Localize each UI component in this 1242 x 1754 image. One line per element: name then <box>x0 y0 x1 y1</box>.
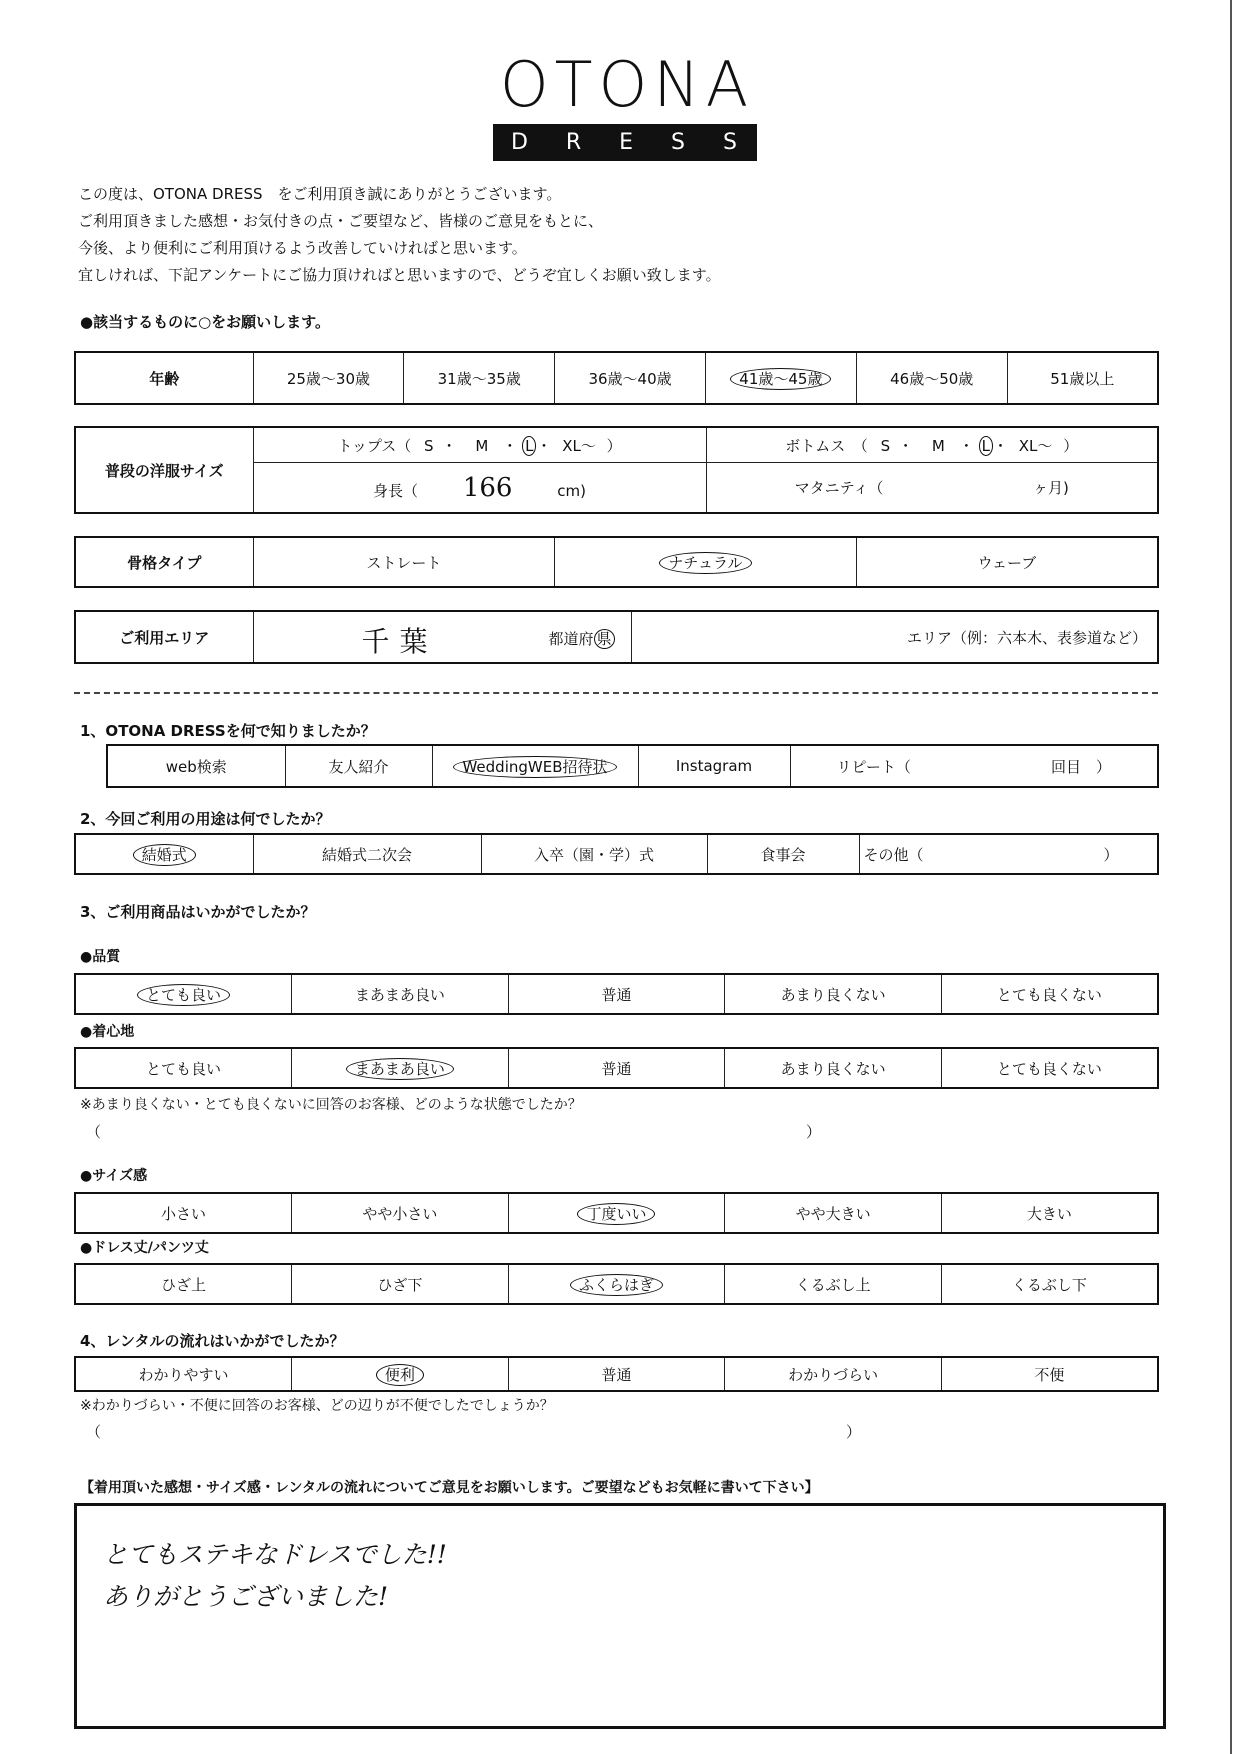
intro-line: この度は、OTONA DRESS をご利用頂き誠にありがとうございます。 <box>78 185 562 203</box>
area-hint-cell[interactable]: エリア（例：六本木、表参道など） <box>631 611 1158 663</box>
age-option[interactable]: 31歳～35歳 <box>404 352 555 404</box>
logo-letter: S <box>722 130 739 155</box>
fit-option[interactable]: やや小さい <box>292 1193 509 1233</box>
tops-selected-size[interactable]: L <box>522 436 536 456</box>
intro-line: 今後、より便利にご利用頂けるよう改善していければと思います。 <box>78 239 527 257</box>
size-label: 普段の洋服サイズ <box>75 427 253 513</box>
fit-table <box>74 1192 1159 1234</box>
logo-letter: D <box>510 130 530 155</box>
q2-other-cell[interactable]: その他（ ） <box>859 834 1158 874</box>
maternity-cell[interactable]: マタニティ（ ヶ月) <box>706 463 1158 513</box>
height-value: 166 <box>462 472 513 503</box>
age-option-selected[interactable]: 41歳～45歳 <box>705 352 856 404</box>
quality-option-selected[interactable]: とても良い <box>75 974 292 1014</box>
fit-option[interactable]: やや大きい <box>725 1193 942 1233</box>
logo-letter: R <box>565 130 584 155</box>
length-table <box>74 1263 1159 1305</box>
bottoms-selected-size[interactable]: L <box>979 436 993 456</box>
q4-option[interactable]: 普通 <box>508 1357 725 1391</box>
prefecture-value: 千葉 <box>361 625 438 658</box>
comfort-option[interactable]: とても良くない <box>941 1048 1158 1088</box>
q4-table <box>74 1356 1159 1392</box>
q2-table <box>74 833 1159 875</box>
q1-option[interactable]: Instagram <box>638 745 790 787</box>
q1-option[interactable]: web検索 <box>107 745 285 787</box>
instruction-text: ●該当するものに○をお願いします。 <box>80 313 330 331</box>
comments-text <box>103 1534 447 1618</box>
q1-repeat-cell[interactable]: リピート（ 回目 ） <box>790 745 1158 787</box>
q1-title: 1、OTONA DRESSを何で知りましたか？ <box>80 722 376 740</box>
comment-line: ありがとうございました! <box>103 1582 389 1611</box>
q1-table <box>106 744 1159 788</box>
intro-line: ご利用頂きました感想・お気付きの点・ご要望など、皆様のご意見をもとに、 <box>78 212 604 230</box>
fit-option-selected[interactable]: 丁度いい <box>508 1193 725 1233</box>
age-option[interactable]: 51歳以上 <box>1007 352 1158 404</box>
section-divider <box>74 692 1158 694</box>
frame-option[interactable]: ウェーブ <box>856 537 1158 587</box>
fit-option[interactable]: 小さい <box>75 1193 292 1233</box>
comfort-option[interactable]: とても良い <box>75 1048 292 1088</box>
age-option[interactable]: 36歳～40歳 <box>555 352 706 404</box>
comfort-option[interactable]: あまり良くない <box>725 1048 942 1088</box>
q4-option[interactable]: わかりやすい <box>75 1357 292 1391</box>
length-option-selected[interactable]: ふくらはぎ <box>508 1264 725 1304</box>
q4-paren-open: （ <box>86 1423 102 1441</box>
length-label: ●ドレス丈/パンツ丈 <box>80 1240 209 1256</box>
size-table <box>74 426 1159 514</box>
area-label: ご利用エリア <box>75 611 253 663</box>
q3-title: 3、ご利用商品はいかがでしたか？ <box>80 903 316 921</box>
fit-label: ●サイズ感 <box>80 1168 148 1184</box>
comments-box[interactable] <box>74 1503 1166 1729</box>
q2-option[interactable]: 食事会 <box>707 834 859 874</box>
fit-option[interactable]: 大きい <box>941 1193 1158 1233</box>
quality-option[interactable]: 普通 <box>508 974 725 1014</box>
logo-letter: S <box>671 130 688 155</box>
tops-size-cell[interactable]: トップス（ S ・ M ・ L ・ XL～ ） <box>253 427 706 463</box>
comfort-option-selected[interactable]: まあまあ良い <box>292 1048 509 1088</box>
frame-label: 骨格タイプ <box>75 537 253 587</box>
q2-option[interactable]: 結婚式二次会 <box>253 834 481 874</box>
area-table <box>74 610 1159 664</box>
comfort-option[interactable]: 普通 <box>508 1048 725 1088</box>
frame-table <box>74 536 1159 588</box>
quality-option[interactable]: とても良くない <box>941 974 1158 1014</box>
comments-title: 【着用頂いた感想・サイズ感・レンタルの流れについてご意見をお願いします。ご要望などもお気軽に書いて下さい】 <box>80 1480 819 1496</box>
q4-option[interactable]: 不便 <box>941 1357 1158 1391</box>
comfort-note: ※あまり良くない・とても良くないに回答のお客様、どのような状態でしたか？ <box>80 1097 582 1113</box>
q4-option-selected[interactable]: 便利 <box>292 1357 509 1391</box>
frame-option-selected[interactable]: ナチュラル <box>555 537 857 587</box>
q4-note: ※わかりづらい・不便に回答のお客様、どの辺りが不便でしたでしょうか？ <box>80 1398 554 1414</box>
scan-edge-line <box>1230 0 1232 1754</box>
q2-option[interactable]: 入卒（園・学）式 <box>481 834 707 874</box>
quality-table <box>74 973 1159 1015</box>
quality-option[interactable]: あまり良くない <box>725 974 942 1014</box>
length-option[interactable]: くるぶし下 <box>941 1264 1158 1304</box>
bottoms-size-cell[interactable]: ボトムス （ S ・ M ・ L ・ XL～ ） <box>706 427 1158 463</box>
q1-option[interactable]: 友人紹介 <box>285 745 432 787</box>
comfort-label: ●着心地 <box>80 1024 135 1040</box>
frame-option[interactable]: ストレート <box>253 537 555 587</box>
quality-label: ●品質 <box>80 949 121 965</box>
q1-option-selected[interactable]: WeddingWEB招待状 <box>432 745 638 787</box>
q4-option[interactable]: わかりづらい <box>725 1357 942 1391</box>
length-option[interactable]: くるぶし上 <box>725 1264 942 1304</box>
q2-title: 2、今回ご利用の用途は何でしたか？ <box>80 810 331 828</box>
q4-paren-close: ） <box>846 1423 862 1441</box>
quality-option[interactable]: まあまあ良い <box>292 974 509 1014</box>
prefecture-cell[interactable]: 千葉 都道府 県 <box>253 611 631 663</box>
brand-logo-word: OTONA <box>499 48 755 121</box>
age-label: 年齢 <box>75 352 253 404</box>
length-option[interactable]: ひざ下 <box>292 1264 509 1304</box>
comfort-paren-open: （ <box>86 1123 102 1141</box>
age-option[interactable]: 25歳～30歳 <box>253 352 404 404</box>
q2-option-selected[interactable]: 結婚式 <box>75 834 253 874</box>
comfort-paren-close: ） <box>806 1123 822 1141</box>
age-option[interactable]: 46歳～50歳 <box>856 352 1007 404</box>
comfort-table <box>74 1047 1159 1089</box>
comment-line: とてもステキなドレスでした!! <box>103 1540 447 1569</box>
height-cell[interactable]: 身長（ 166 cm) <box>253 463 706 513</box>
intro-text <box>78 181 721 289</box>
q4-title: 4、レンタルの流れはいかがでしたか？ <box>80 1332 345 1350</box>
brand-logo-bar <box>493 124 757 161</box>
age-table <box>74 351 1159 405</box>
intro-line: 宜しければ、下記アンケートにご協力頂ければと思いますので、どうぞ宜しくお願い致します。 <box>78 266 721 284</box>
length-option[interactable]: ひざ上 <box>75 1264 292 1304</box>
logo-letter: E <box>619 130 636 155</box>
